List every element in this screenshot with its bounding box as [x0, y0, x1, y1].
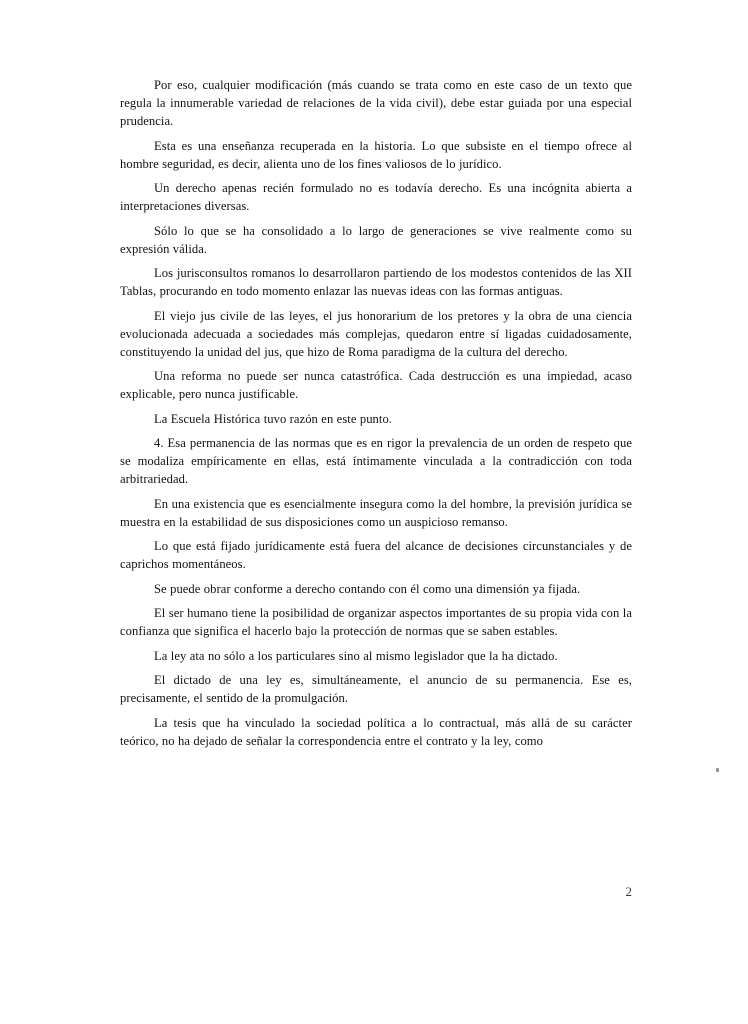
body-paragraph: Sólo lo que se ha consolidado a lo largo de generaciones se vive realmente como su expresión válida.: [120, 223, 632, 256]
body-paragraph: Una reforma no puede ser nunca catastrófica. Cada destrucción es una impiedad, acaso explicable, pero nunca justificable.: [120, 369, 632, 401]
body-paragraph: La ley ata no sólo a los particulares sino al mismo legislador que la ha dictado.: [154, 648, 558, 663]
body-text-column: [120, 76, 632, 756]
body-paragraph: Un derecho apenas recién formulado no es todavía derecho. Es una incógnita abierta a interpretaciones diversas.: [120, 181, 632, 213]
body-paragraph: En una existencia que es esencialmente insegura como la del hombre, la previsión jurídica se muestra en la estabilidad de sus disposiciones como un auspicioso remanso.: [120, 496, 632, 529]
page-number: 2: [625, 884, 632, 899]
body-paragraph: La Escuela Histórica tuvo razón en este punto.: [154, 411, 392, 426]
body-paragraph: 4. Esa permanencia de las normas que es en rigor la prevalencia de un orden de respeto que se modaliza empíricamente en ellas, está íntimamente vinculada a la contradicción con toda arbitrariedad.: [120, 436, 632, 486]
body-paragraph: Se puede obrar conforme a derecho contando con él como una dimensión ya fijada.: [154, 581, 581, 596]
body-paragraph: Esta es una enseñanza recuperada en la historia. Lo que subsiste en el tiempo ofrece al hombre seguridad, es decir, alienta uno de los fines valiosos de lo jurídico.: [120, 138, 632, 171]
body-paragraph: La tesis que ha vinculado la sociedad política a lo contractual, más allá de su carácter teórico, no ha dejado de señalar la correspondencia entre el contrato y la ley, como: [120, 715, 632, 748]
body-paragraph: Lo que está fijado jurídicamente está fuera del alcance de decisiones circunstanciales y de caprichos momentáneos.: [120, 539, 632, 571]
scan-artifact-speck: [716, 768, 719, 772]
body-paragraph: Los jurisconsultos romanos lo desarrollaron partiendo de los modestos contenidos de las XII Tablas, procurando en todo momento enlazar las nuevas ideas con las formas antiguas.: [120, 266, 632, 298]
body-paragraph: El ser humano tiene la posibilidad de organizar aspectos importantes de su propia vida con la confianza que significa el hacerlo bajo la protección de normas que se saben estables.: [120, 606, 632, 638]
body-paragraph: Por eso, cualquier modificación (más cuando se trata como en este caso de un texto que regula la innumerable variedad de relaciones de la vida civil), debe estar guiada por una especial prudencia.: [120, 78, 632, 128]
body-paragraph: El viejo jus civile de las leyes, el jus honorarium de los pretores y la obra de una ciencia evolucionada adecuada a sociedades más complejas, quedaron entre sí ligadas cuidadosamente, constituyendo la unidad del jus, que hizo de Roma paradigma de la cultura del derecho.: [120, 308, 632, 359]
body-paragraph: El dictado de una ley es, simultáneamente, el anuncio de su permanencia. Ese es, precisamente, el sentido de la promulgación.: [120, 673, 632, 705]
